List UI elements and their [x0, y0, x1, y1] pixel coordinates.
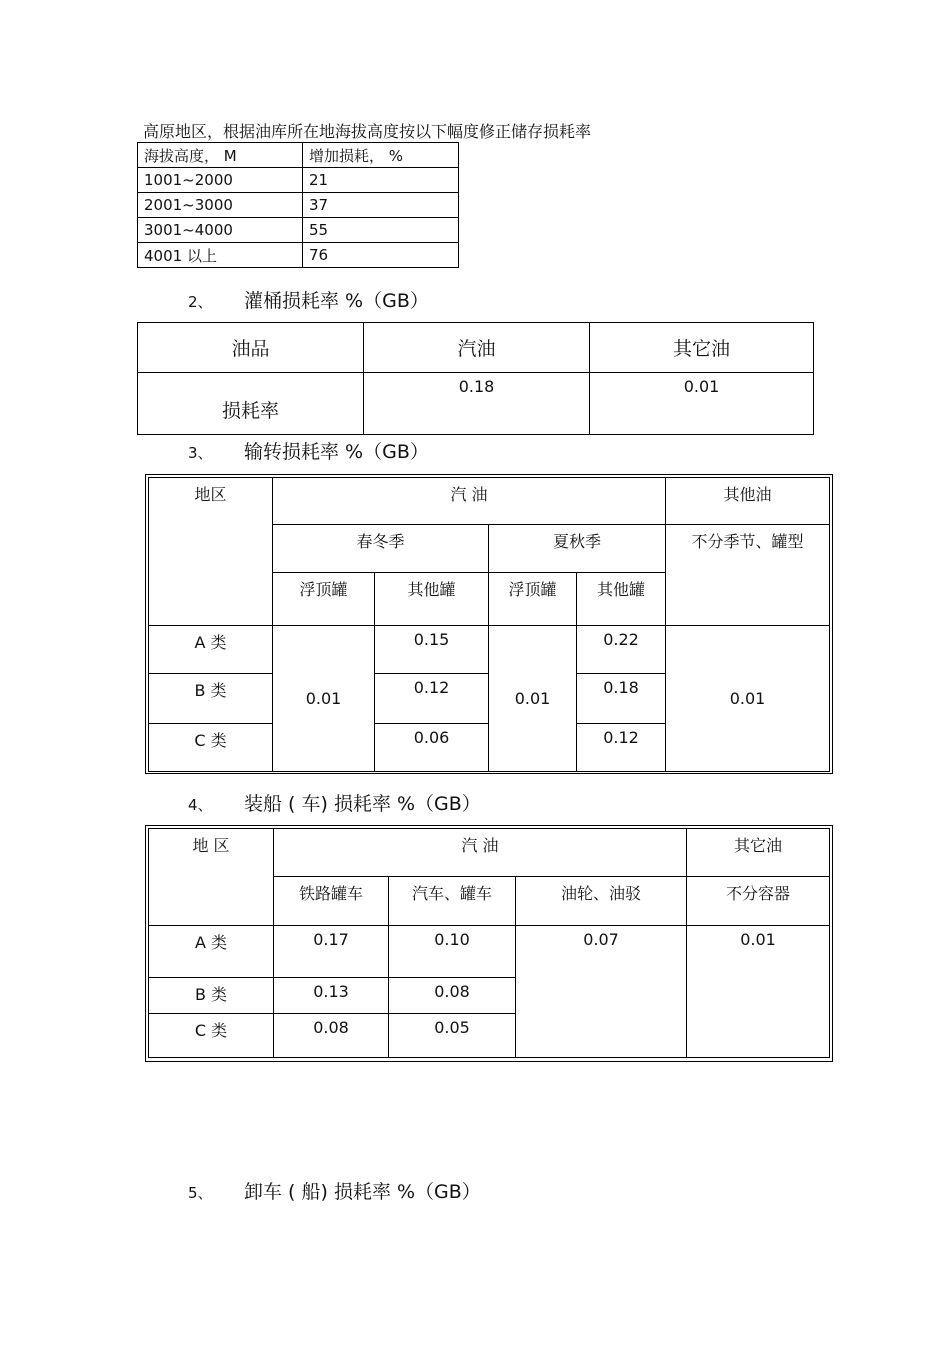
section-title: 装船 ( 车) 损耗率 %（GB）	[244, 793, 481, 815]
intro-text: 高原地区，根据油库所在地海拔高度按以下幅度修正储存损耗率	[143, 122, 592, 141]
section-2-heading	[188, 286, 429, 313]
truck-value: 0.10	[389, 926, 516, 978]
header-region: 地区	[149, 478, 273, 626]
header-tanker: 油轮、油驳	[516, 877, 687, 926]
altitude-cell: 4001 以上	[138, 243, 303, 268]
altitude-cell: 3001~4000	[138, 218, 303, 243]
altitude-cell: 1001~2000	[138, 168, 303, 193]
section-5-heading	[188, 1177, 481, 1204]
tanker-value: 0.07	[516, 926, 687, 1058]
table-row	[149, 926, 830, 978]
loss-cell: 37	[303, 193, 459, 218]
class-b-label: B 类	[149, 674, 273, 724]
class-a-label: A 类	[149, 926, 274, 978]
other-oil-value: 0.01	[590, 373, 814, 435]
table-row	[138, 218, 459, 243]
header-other-oil: 其它油	[590, 323, 814, 373]
table-row	[138, 323, 814, 373]
gasoline-value: 0.18	[364, 373, 590, 435]
header-oil-product: 油品	[138, 323, 364, 373]
other-oil-value: 0.01	[687, 926, 830, 1058]
transfer-loss-table	[148, 477, 830, 772]
header-gasoline: 汽油	[364, 323, 590, 373]
loss-cell: 76	[303, 243, 459, 268]
rail-value: 0.08	[274, 1014, 389, 1058]
section-4-heading	[188, 789, 481, 816]
table-row	[138, 193, 459, 218]
header-other-oil: 其他油	[666, 478, 830, 525]
section-title: 灌桶损耗率 %（GB）	[244, 290, 429, 312]
sw-other-value: 0.15	[375, 626, 489, 674]
header-no-season: 不分季节、罐型	[666, 525, 830, 626]
header-altitude: 海拔高度， M	[138, 143, 303, 168]
header-floating-roof: 浮顶罐	[489, 573, 577, 626]
header-floating-roof: 浮顶罐	[273, 573, 375, 626]
loading-loss-table	[148, 828, 830, 1058]
header-other-oil: 其它油	[687, 829, 830, 877]
table-row	[149, 626, 830, 674]
sa-other-value: 0.12	[577, 724, 666, 772]
section-3-heading	[188, 437, 429, 464]
class-c-label: C 类	[149, 724, 273, 772]
table-row	[149, 478, 830, 525]
class-b-label: B 类	[149, 978, 274, 1014]
sa-other-value: 0.22	[577, 626, 666, 674]
sw-other-value: 0.06	[375, 724, 489, 772]
truck-value: 0.05	[389, 1014, 516, 1058]
other-oil-value: 0.01	[666, 626, 830, 772]
section-title: 输转损耗率 %（GB）	[244, 441, 429, 463]
section-number: 3、	[188, 444, 213, 462]
header-added-loss: 增加损耗， %	[303, 143, 459, 168]
header-no-container: 不分容器	[687, 877, 830, 926]
rail-value: 0.13	[274, 978, 389, 1014]
class-a-label: A 类	[149, 626, 273, 674]
rail-value: 0.17	[274, 926, 389, 978]
sw-floating-value: 0.01	[273, 626, 375, 772]
altitude-cell: 2001~3000	[138, 193, 303, 218]
header-rail-tank: 铁路罐车	[274, 877, 389, 926]
header-other-tank: 其他罐	[375, 573, 489, 626]
sa-floating-value: 0.01	[489, 626, 577, 772]
row-label-loss-rate: 损耗率	[138, 373, 364, 435]
section-number: 5、	[188, 1184, 213, 1202]
table-row	[138, 168, 459, 193]
sa-other-value: 0.18	[577, 674, 666, 724]
header-truck-tank: 汽车、罐车	[389, 877, 516, 926]
header-spring-winter: 春冬季	[273, 525, 489, 573]
table-row	[149, 829, 830, 877]
header-gasoline: 汽 油	[273, 478, 666, 525]
class-c-label: C 类	[149, 1014, 274, 1058]
table-row	[138, 373, 814, 435]
loss-cell: 21	[303, 168, 459, 193]
altitude-table	[137, 142, 459, 268]
section-title: 卸车 ( 船) 损耗率 %（GB）	[244, 1181, 481, 1203]
truck-value: 0.08	[389, 978, 516, 1014]
header-summer-autumn: 夏秋季	[489, 525, 666, 573]
section-number: 4、	[188, 796, 213, 814]
loss-cell: 55	[303, 218, 459, 243]
table-row	[138, 243, 459, 268]
sw-other-value: 0.12	[375, 674, 489, 724]
barrel-loss-table	[137, 322, 814, 435]
header-other-tank: 其他罐	[577, 573, 666, 626]
header-region: 地 区	[149, 829, 274, 926]
table-row	[138, 143, 459, 168]
header-gasoline: 汽 油	[274, 829, 687, 877]
section-number: 2、	[188, 293, 213, 311]
